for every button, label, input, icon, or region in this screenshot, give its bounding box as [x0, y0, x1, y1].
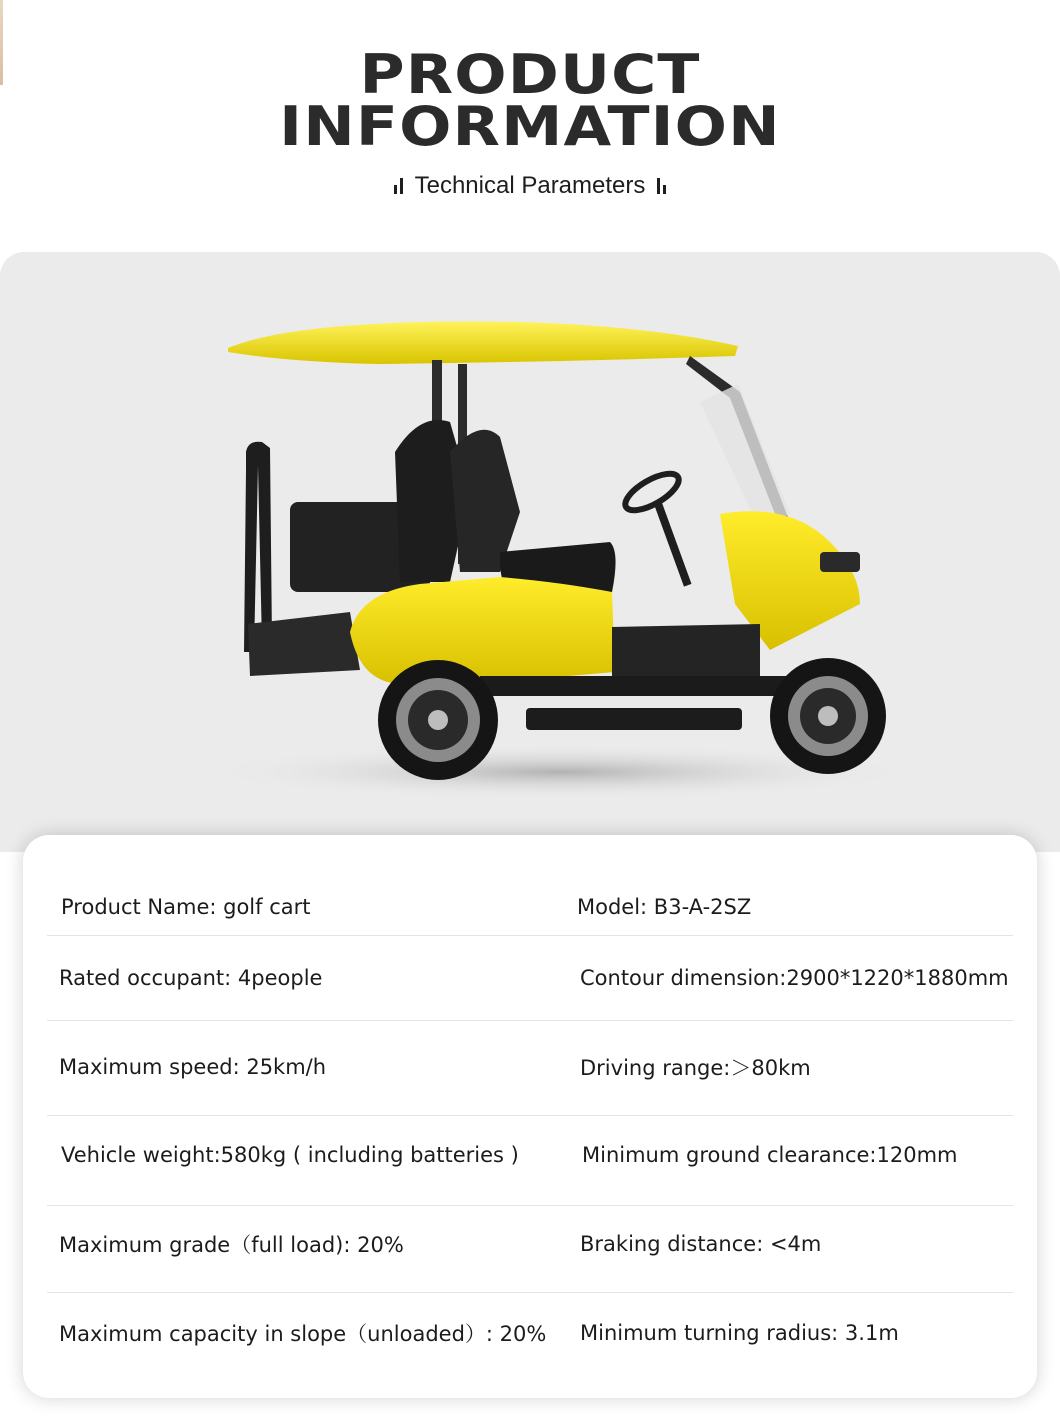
divider [47, 1205, 1013, 1206]
golf-cart-image [0, 252, 1060, 852]
spec-left: Maximum capacity in slope（unloaded）: 20% [59, 1322, 547, 1346]
spec-right: Contour dimension:2900*1220*1880mm [580, 966, 1009, 990]
seat-back-2 [450, 430, 520, 572]
spec-right: Model: B3-A-2SZ [577, 895, 752, 919]
spec-left: Rated occupant: 4people [59, 966, 323, 990]
spec-right: Minimum ground clearance:120mm [582, 1143, 958, 1167]
divider [47, 1115, 1013, 1116]
frame [480, 676, 800, 696]
spec-right: Driving range:＞80km [580, 1056, 811, 1080]
spec-left: Product Name: golf cart [61, 895, 311, 919]
rear-wheel [378, 660, 498, 780]
subtitle [394, 172, 667, 200]
spec-left: Maximum speed: 25km/h [59, 1055, 327, 1079]
spec-row [47, 893, 1013, 921]
spec-left: Maximum grade（full load): 20% [59, 1233, 404, 1257]
steering-wheel [620, 467, 684, 518]
rear-body [350, 577, 615, 684]
floorboard [612, 624, 760, 682]
spec-row [47, 1230, 1013, 1258]
spec-right: Minimum turning radius: 3.1m [580, 1321, 899, 1345]
spec-row [47, 1053, 1013, 1081]
running-board [526, 708, 742, 730]
spec-card [23, 835, 1037, 1398]
page-title-line-2: INFORMATION [279, 95, 781, 158]
front-wheel [770, 658, 886, 774]
spec-left: Vehicle weight:580kg ( including batteries ) [61, 1143, 519, 1167]
page-header [0, 43, 1060, 200]
cart-roof [228, 322, 738, 364]
page-title-line-1: PRODUCT [359, 43, 701, 106]
steering-column [653, 499, 691, 586]
headlight [820, 552, 860, 572]
grab-bar [244, 442, 272, 652]
divider [47, 1292, 1013, 1293]
spec-row [47, 1141, 1013, 1169]
divider [47, 935, 1013, 936]
subtitle-text: Technical Parameters [414, 172, 646, 199]
signal-bars-left-icon [394, 178, 403, 194]
windshield [700, 384, 790, 530]
spec-right: Braking distance: <4m [580, 1232, 822, 1256]
spec-row [47, 1319, 1013, 1347]
signal-bars-right-icon [657, 178, 666, 194]
spec-row [47, 964, 1013, 992]
divider [47, 1020, 1013, 1021]
